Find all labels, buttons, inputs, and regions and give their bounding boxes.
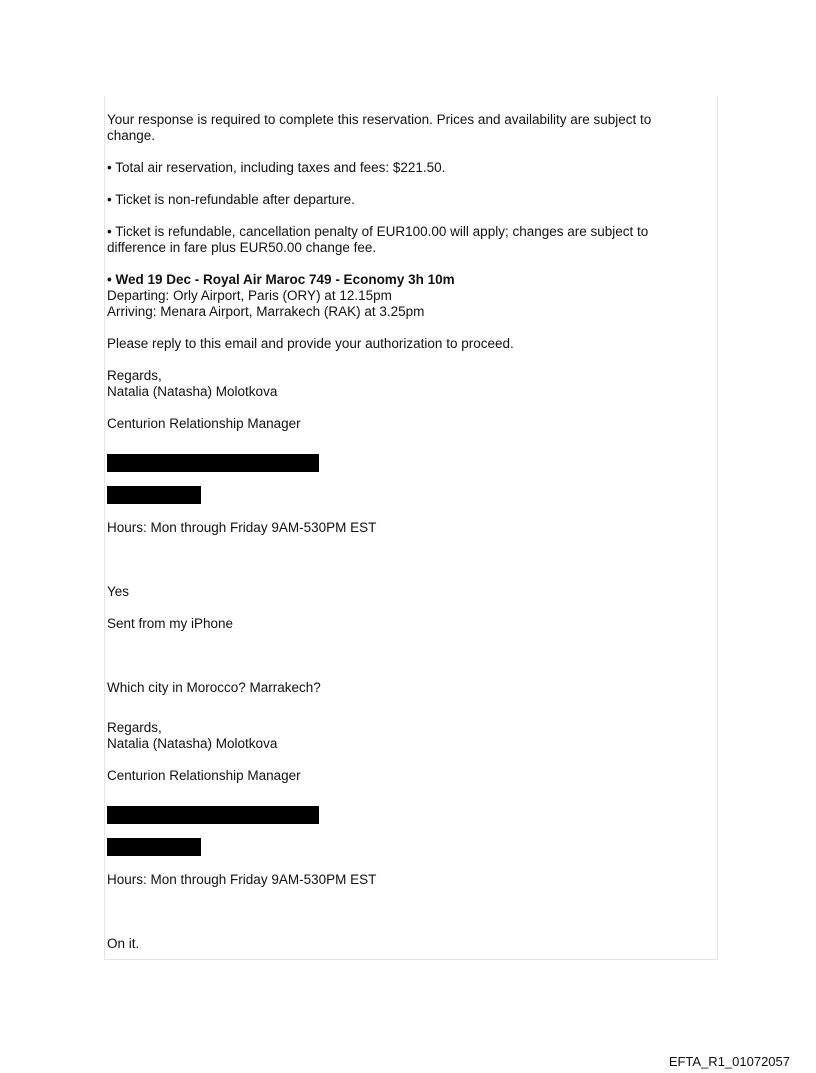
redaction-bar	[107, 806, 319, 824]
reply-yes: Yes	[107, 584, 130, 599]
reply-on-it: On it.	[107, 936, 140, 951]
bullet-total: • Total air reservation, including taxes and fees: $221.50.	[107, 160, 446, 175]
signature-hours: Hours: Mon through Friday 9AM-530PM EST	[107, 872, 377, 887]
intro-text: Your response is required to complete this reservation. Prices and availability are subject to change.	[107, 112, 652, 143]
flight-title: • Wed 19 Dec - Royal Air Maroc 749 - Economy 3h 10m	[107, 272, 455, 287]
signature-name: Natalia (Natasha) Molotkova	[107, 736, 278, 751]
email-body	[107, 112, 697, 952]
arriving-info: Arriving: Menara Airport, Marrakech (RAK) at 3.25pm	[107, 304, 425, 319]
bullet-nonrefundable: • Ticket is non-refundable after departure.	[107, 192, 355, 207]
question-text: Which city in Morocco? Marrakech?	[107, 680, 321, 695]
redaction-bar	[107, 838, 201, 856]
document-id: EFTA_R1_01072057	[668, 1054, 790, 1069]
please-reply-text: Please reply to this email and provide your authorization to proceed.	[107, 336, 514, 351]
signature-name: Natalia (Natasha) Molotkova	[107, 384, 278, 399]
redaction-bar	[107, 454, 319, 472]
bullet-refundable: • Ticket is refundable, cancellation penalty of EUR100.00 will apply; changes are subject to difference in fare plus EUR50.00 change fee.	[107, 224, 649, 255]
departing-info: Departing: Orly Airport, Paris (ORY) at 12.15pm	[107, 288, 392, 303]
redaction-bar	[107, 486, 201, 504]
signature-title: Centurion Relationship Manager	[107, 768, 301, 783]
signature-title: Centurion Relationship Manager	[107, 416, 301, 431]
signature-hours: Hours: Mon through Friday 9AM-530PM EST	[107, 520, 377, 535]
signature-regards: Regards,	[107, 368, 162, 383]
sent-from-text: Sent from my iPhone	[107, 616, 234, 631]
signature-regards: Regards,	[107, 720, 162, 735]
